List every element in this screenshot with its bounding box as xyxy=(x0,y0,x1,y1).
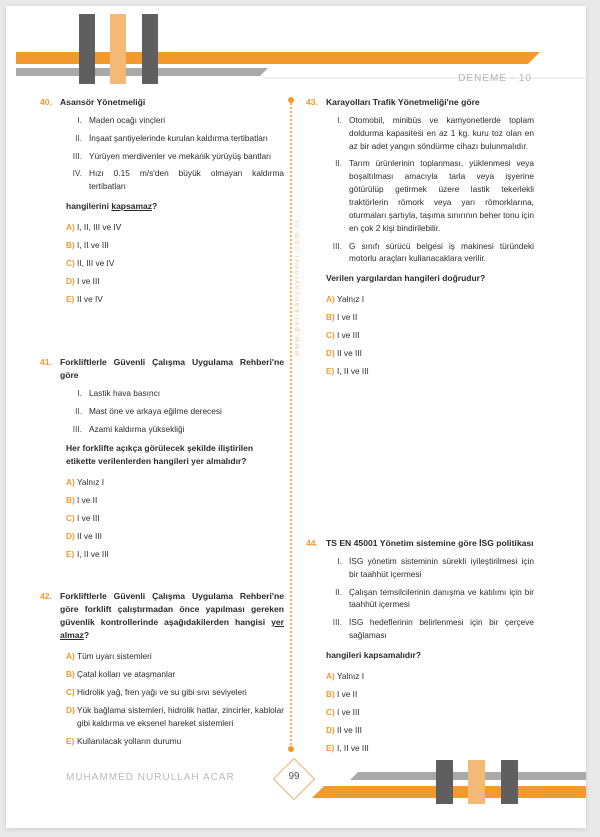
question-title xyxy=(40,590,284,642)
statement: II. Çalışan temsilcilerinin danışma ve katılımı için bir taahhüt içermesi xyxy=(335,586,534,610)
answer-option-c[interactable]: C) I ve III xyxy=(66,512,100,523)
statement: I. Maden ocağı vinçleri xyxy=(77,114,166,125)
footer-author: MUHAMMED NURULLAH ACAR xyxy=(66,772,235,783)
header-light-bar xyxy=(110,14,126,84)
question-number: 40. xyxy=(40,97,52,107)
statement: III. Azami kaldırma yüksekliği xyxy=(72,423,185,434)
answer-option-c[interactable]: C) I ve III xyxy=(326,706,360,717)
statement: I. Otomobil, minibüs ve kamyonetlerde toplam doldurma kapasitesi en az 1 kg. kuru toz olan en az bir adet yangın söndürme cihazı bulunmalıdır. xyxy=(337,114,534,151)
statement: IV. Hızı 0.15 m/s'den büyük olmayan kaldırma tertibatları xyxy=(72,168,284,192)
divider-top-dot xyxy=(288,97,294,103)
statement: II. Tarım ürünlerinin toplanması, yüklenmesi veya boşaltılması amacıyla tarla veya işyerine götürülüp getirmek üzere lastik tekerlekli traktörlerin römork veya yarı römorklarına, oturmaları şartıyla, taşıma sınırının beher tonu için en çok 2 kişi bindirilebilir. xyxy=(335,158,534,233)
answer-option-d[interactable]: D) II ve III xyxy=(66,531,102,541)
column-divider xyxy=(290,99,292,749)
question-prompt: hangileri kapsamalıdır? xyxy=(326,650,421,661)
answer-option-b[interactable]: B) I ve II xyxy=(326,312,358,323)
question-43 xyxy=(306,96,534,378)
answer-option-a[interactable]: A) Yalnız I xyxy=(326,670,365,681)
question-prompt: hangilerini kapsamaz? xyxy=(66,201,158,212)
answer-option-d[interactable]: D) II ve III xyxy=(326,348,362,359)
header-dark-bar-2 xyxy=(142,14,158,84)
question-number: 42. xyxy=(40,591,52,601)
answer-option-e[interactable]: E) I, II ve III xyxy=(326,366,369,377)
answer-option-a[interactable]: A) I, II, III ve IV xyxy=(66,221,122,232)
page-number: 99 xyxy=(288,771,300,782)
question-title xyxy=(306,96,534,109)
answer-option-c[interactable]: C) I ve III xyxy=(326,330,360,341)
header-dark-bar-1 xyxy=(79,14,95,84)
answer-option-b[interactable]: B) I ve II xyxy=(66,494,98,505)
answer-option-a[interactable]: A) Yalnız I xyxy=(66,476,105,487)
answer-option-c[interactable]: C) II, III ve IV xyxy=(66,258,115,269)
footer-decoration xyxy=(6,746,586,828)
question-prompt: Her forklifte açıkça görülecek şekilde iliştirilen etikette verilenlerden hangileri yer almalıdır? xyxy=(66,443,254,467)
question-number: 41. xyxy=(40,357,52,367)
answer-option-e[interactable]: E) Kullanılacak yolların durumu xyxy=(66,735,182,746)
answer-option-b[interactable]: B) I ve II xyxy=(326,688,358,699)
answer-option-e[interactable]: E) I, II ve III xyxy=(326,742,369,753)
question-40 xyxy=(40,96,284,306)
answer-option-b[interactable]: B) Çatal kolları ve ataşmanlar xyxy=(66,668,176,679)
question-title-text: Asansör Yönetmeliği xyxy=(59,97,146,107)
right-column-q44 xyxy=(306,537,534,760)
question-42 xyxy=(40,590,284,747)
answer-option-e[interactable]: E) I, II ve III xyxy=(66,549,109,560)
exam-label: DENEME - 10 xyxy=(458,73,532,84)
question-title-text: Forkliftlerle Güvenli Çalışma Uygulama Rehberi'ne göre forklift çalıştırmadan önce yapılması gereken güvenlik kontrollerinde aşağıdakilerden hangisi yer almaz? xyxy=(59,591,284,640)
statement: II. Mast öne ve arkaya eğilme derecesi xyxy=(75,405,222,416)
answer-option-d[interactable]: D) II ve III xyxy=(326,724,362,735)
question-title xyxy=(306,537,534,550)
statement: II. İnşaat şantiyelerinde kurulan kaldırma tertibatları xyxy=(75,132,268,143)
question-number: 44. xyxy=(306,538,318,548)
answer-option-d[interactable]: D) Yük bağlama sistemleri, hidrolik hatlar, zincirler, kablolar gibi kaldırma ve eksenel hareket sistemleri xyxy=(66,704,284,728)
question-prompt: Verilen yargılardan hangileri doğrudur? xyxy=(326,273,486,284)
left-column xyxy=(40,96,284,311)
footer-light-bar xyxy=(468,760,485,804)
statement: III. İSG hedeflerinin belirlenmesi için bir çerçeve sağlaması xyxy=(332,617,534,641)
question-title-text: TS EN 45001 Yönetim sistemine göre İSG politikası xyxy=(325,538,534,548)
question-title-text: Karayolları Trafik Yönetmeliği'ne göre xyxy=(325,97,480,107)
question-44 xyxy=(306,537,534,755)
question-41 xyxy=(40,356,284,561)
statement: I. İSG yönetim sisteminin sürekli iyileştirilmesi için bir taahhüt içermesi xyxy=(337,555,534,579)
statement: III. G sınıfı sürücü belgesi iş makinesi türündeki motorlu araçları kullanacaklara verilir. xyxy=(332,240,534,264)
exam-page xyxy=(6,6,586,828)
question-title-text: Forkliftlerle Güvenli Çalışma Uygulama Rehberi'ne göre xyxy=(59,357,284,380)
question-title xyxy=(40,356,284,382)
answer-option-a[interactable]: A) Tüm uyarı sistemleri xyxy=(66,650,152,661)
left-column-q41 xyxy=(40,356,284,566)
answer-option-d[interactable]: D) I ve III xyxy=(66,276,100,287)
answer-option-b[interactable]: B) I, II ve III xyxy=(66,239,109,250)
footer-dark-bar-2 xyxy=(501,760,518,804)
question-title xyxy=(40,96,284,109)
footer-dark-bar-1 xyxy=(436,760,453,804)
statement: I. Lastik hava basıncı xyxy=(77,387,161,398)
answer-option-e[interactable]: E) II ve IV xyxy=(66,294,103,305)
watermark: www.pelikanyayinevi.com.tr xyxy=(294,218,301,356)
question-number: 43. xyxy=(306,97,318,107)
statement: III. Yürüyen merdivenler ve mekanik yürüyüş bantları xyxy=(72,150,272,161)
left-column-q42 xyxy=(40,590,284,753)
right-column-q43 xyxy=(306,96,534,383)
answer-option-c[interactable]: C) Hidrolik yağ, fren yağı ve su gibi sıvı seviyeleri xyxy=(66,686,247,697)
answer-option-a[interactable]: A) Yalnız I xyxy=(326,294,365,305)
